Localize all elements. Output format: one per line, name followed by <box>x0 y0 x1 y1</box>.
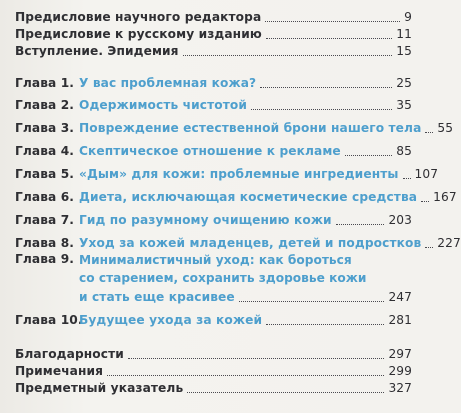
entry-page: 299 <box>388 364 412 378</box>
toc-entry <box>15 27 412 42</box>
entry-title: Предисловие к русскому изданию <box>15 27 262 41</box>
chapter-label: Глава 2. <box>15 98 75 112</box>
entry-page: 327 <box>388 381 412 395</box>
entry-title: Предметный указатель <box>15 381 184 395</box>
chapter-entry-last-line <box>79 290 412 305</box>
entry-title: Предисловие научного редактора <box>15 10 262 24</box>
chapter-title-line: со старением, сохранить здоровье кожи <box>79 271 367 285</box>
leader-dots <box>107 375 384 376</box>
chapter-entry <box>15 313 412 328</box>
entry-page: 297 <box>388 347 412 361</box>
chapter-title-line: Минималистичный уход: как бороться <box>79 253 352 267</box>
entry-page: 15 <box>396 44 412 58</box>
chapter-page: 203 <box>388 213 412 227</box>
chapter-title: Скептическое отношение к рекламе <box>79 144 341 158</box>
entry-page: 11 <box>396 27 412 41</box>
chapter-title: Гид по разумному очищению кожи <box>79 213 332 227</box>
toc-entry <box>15 347 412 362</box>
chapter-entry <box>15 144 412 159</box>
chapter-page: 247 <box>388 290 412 304</box>
entry-title: Примечания <box>15 364 104 378</box>
entry-title: Вступление. Эпидемия <box>15 44 179 58</box>
leader-dots <box>239 301 385 302</box>
chapter-page: 35 <box>396 98 412 112</box>
chapter-label: Глава 1. <box>15 76 75 90</box>
leader-dots <box>128 358 385 359</box>
chapter-entry <box>15 76 412 91</box>
chapter-page: 107 <box>414 167 439 181</box>
chapter-label: Глава 4. <box>15 144 75 158</box>
chapter-title-multiline <box>79 251 409 287</box>
leader-dots <box>421 201 429 202</box>
toc-entry <box>15 364 412 379</box>
chapter-entry <box>15 167 439 182</box>
leader-dots <box>260 87 392 88</box>
leader-dots <box>425 247 433 248</box>
chapter-entry <box>15 98 412 113</box>
chapter-entry <box>15 213 412 228</box>
chapter-entry <box>15 236 461 251</box>
chapter-label: Глава 5. <box>15 167 75 181</box>
chapter-label: Глава 6. <box>15 190 75 204</box>
toc-entry <box>15 44 412 59</box>
chapter-title: Уход за кожей младенцев, детей и подростков <box>79 236 422 250</box>
chapter-title: Повреждение естественной брони нашего тела <box>79 121 422 135</box>
chapter-page: 167 <box>433 190 457 204</box>
toc-entry <box>15 381 412 396</box>
leader-dots <box>251 109 392 110</box>
leader-dots <box>187 392 384 393</box>
chapter-label: Глава 9. <box>15 252 75 266</box>
chapter-label: Глава 3. <box>15 121 75 135</box>
leader-dots <box>336 224 385 225</box>
chapter-entry <box>15 190 457 205</box>
leader-dots <box>403 178 411 179</box>
leader-dots <box>265 21 400 22</box>
leader-dots <box>266 324 384 325</box>
chapter-title: Диета, исключающая косметические средства <box>79 190 418 204</box>
chapter-label: Глава 8. <box>15 236 75 250</box>
entry-title: Благодарности <box>15 347 124 361</box>
chapter-title: Одержимость чистотой <box>79 98 247 112</box>
toc-entry <box>15 10 412 25</box>
leader-dots <box>345 155 393 156</box>
chapter-label: Глава 10. <box>15 313 83 327</box>
chapter-label: Глава 7. <box>15 213 75 227</box>
chapter-page: 227 <box>437 236 461 250</box>
chapter-title-line: и стать еще красивее <box>79 290 235 304</box>
chapter-entry <box>15 121 454 136</box>
chapter-page: 55 <box>437 121 454 135</box>
chapter-title: «Дым» для кожи: проблемные ингредиенты <box>79 167 399 181</box>
leader-dots <box>183 55 393 56</box>
chapter-title: У вас проблемная кожа? <box>79 76 257 90</box>
leader-dots <box>266 38 393 39</box>
chapter-title: Будущее ухода за кожей <box>79 313 263 327</box>
chapter-page: 25 <box>396 76 412 90</box>
chapter-page: 85 <box>396 144 412 158</box>
leader-dots <box>425 132 433 133</box>
entry-page: 9 <box>404 10 412 24</box>
chapter-page: 281 <box>388 313 412 327</box>
